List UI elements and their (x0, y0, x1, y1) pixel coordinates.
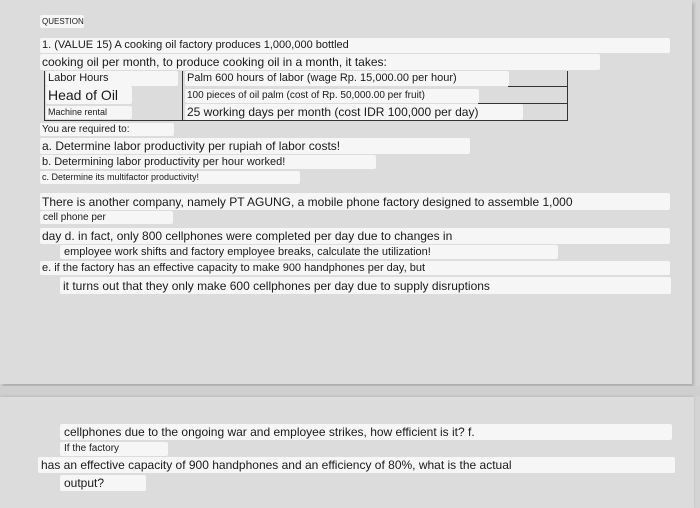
second-line-3: day d. in fact, only 800 cellphones were completed per day due to changes in (40, 228, 670, 244)
continued-line-1: cellphones due to the ongoing war and employee strikes, how efficient is it? f. (60, 424, 672, 440)
required-b: b. Determining labor productivity per hour worked! (40, 155, 376, 169)
table-value-head-of-oil: 100 pieces of oil palm (cost of Rp. 50,000.00 per fruit) (185, 89, 479, 103)
table-value-machine-rental: 25 working days per month (cost IDR 100,000 per day) (185, 104, 523, 120)
page-gap (0, 386, 700, 396)
continued-line-2: If the factory (60, 442, 168, 456)
table-label-machine-rental: Machine rental (46, 106, 132, 119)
required-intro: You are required to: (40, 123, 174, 136)
second-line-6: it turns out that they only make 600 cellphones per day due to supply disruptions (60, 277, 671, 294)
table-label-labor-hours: Labor Hours (46, 71, 178, 86)
second-line-2: cell phone per (40, 211, 173, 224)
required-a: a. Determine labor productivity per rupiah of labor costs! (40, 138, 470, 154)
table-row-line-3 (44, 120, 568, 121)
second-line-5: e. if the factory has an effective capacity to make 900 handphones per day, but (40, 261, 670, 275)
continued-line-3: has an effective capacity of 900 handphones and an efficiency of 80%, what is the actual (38, 457, 675, 473)
second-line-4: employee work shifts and factory employee breaks, calculate the utilization! (60, 245, 558, 259)
required-c: c. Determine its multifactor productivity! (40, 171, 300, 184)
question-label: QUESTION (40, 15, 84, 28)
question-panel-bottom (0, 397, 694, 508)
second-line-1: There is another company, namely PT AGUNG, a mobile phone factory designed to assemble 1,000 (40, 193, 670, 210)
table-border-left (44, 71, 45, 121)
table-row-line-2 (478, 103, 567, 104)
intro-line-2: cooking oil per month, to produce cooking oil in a month, it takes: (40, 54, 600, 70)
table-value-labor-hours: Palm 600 hours of labor (wage Rp. 15,000.00 per hour) (185, 71, 509, 86)
continued-line-4: output? (60, 475, 146, 491)
intro-line-1: 1. (VALUE 15) A cooking oil factory produces 1,000,000 bottled (40, 38, 670, 53)
table-border-right (567, 71, 568, 121)
table-row-line-1 (508, 86, 567, 87)
table-label-head-of-oil: Head of Oil (46, 86, 132, 104)
table-border-middle (182, 71, 183, 121)
